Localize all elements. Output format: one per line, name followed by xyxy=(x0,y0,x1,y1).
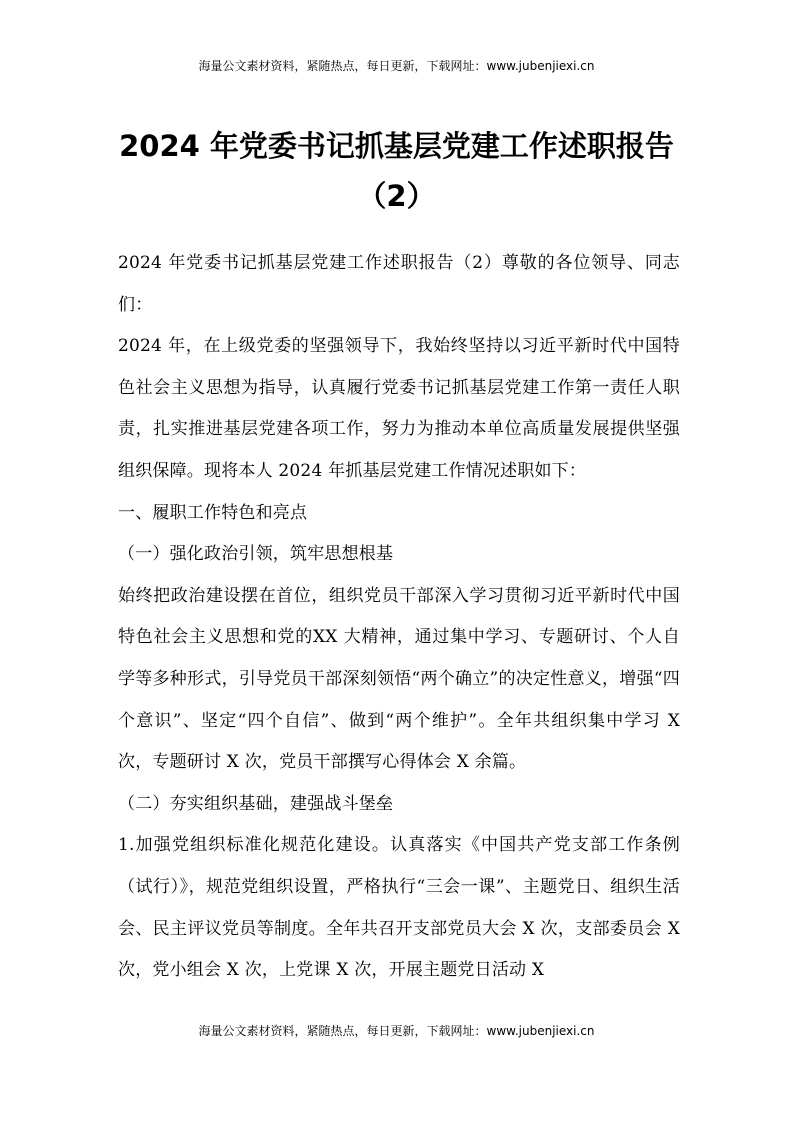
section-heading: 一、履职工作特色和亮点 xyxy=(118,502,308,523)
intro-paragraph: 2024 年，在上级党委的坚强领导下，我始终坚持以习近平新时代中国特色社会主义思想为指导，认真履行党委书记抓基层党建工作第一责任人职责，扎实推进基层党建各项工作，努力为推动本单位高质量发展提供坚强组织保障。现将本人 2024 年抓基层党建工作情况述职如下： xyxy=(118,336,680,481)
title-line-2: （2） xyxy=(357,179,436,213)
document-body xyxy=(118,243,680,992)
subsection-heading-2: （二）夯实组织基础，建强战斗堡垒 xyxy=(118,793,394,814)
document-title xyxy=(100,121,693,221)
body-paragraph-organization: 1.加强党组织标准化规范化建设。认真落实《中国共产党支部工作条例（试行）》，规范党组织设置，严格执行“三会一课”、主题党日、组织生活会、民主评议党员等制度。全年共召开支部党员大会 X 次，支部委员会 X 次，党小组会 X 次，上党课 X 次，开展主题党日活动 X xyxy=(118,835,680,981)
body-paragraph-political: 始终把政治建设摆在首位，组织党员干部深入学习贯彻习近平新时代中国特色社会主义思想和党的XX 大精神，通过集中学习、专题研讨、个人自学等多种形式，引导党员干部深刻领悟“两个确立”的决定性意义，增强“四个意识”、坚定“四个自信”、做到“两个维护”。全年共组织集中学习 X 次，专题研讨 X 次，党员干部撰写心得体会 X 余篇。 xyxy=(118,585,680,773)
title-line-1: 2024 年党委书记抓基层党建工作述职报告 xyxy=(119,129,674,163)
page-footer: 海量公文素材资料，紧随热点，每日更新，下载网址：www.jubenjiexi.cn xyxy=(198,1024,595,1038)
salutation-paragraph: 2024 年党委书记抓基层党建工作述职报告（2）尊敬的各位领导、同志们： xyxy=(118,253,680,315)
page-header: 海量公文素材资料，紧随热点，每日更新，下载网址：www.jubenjiexi.cn xyxy=(198,59,595,73)
subsection-heading-1: （一）强化政治引领，筑牢思想根基 xyxy=(118,544,394,565)
